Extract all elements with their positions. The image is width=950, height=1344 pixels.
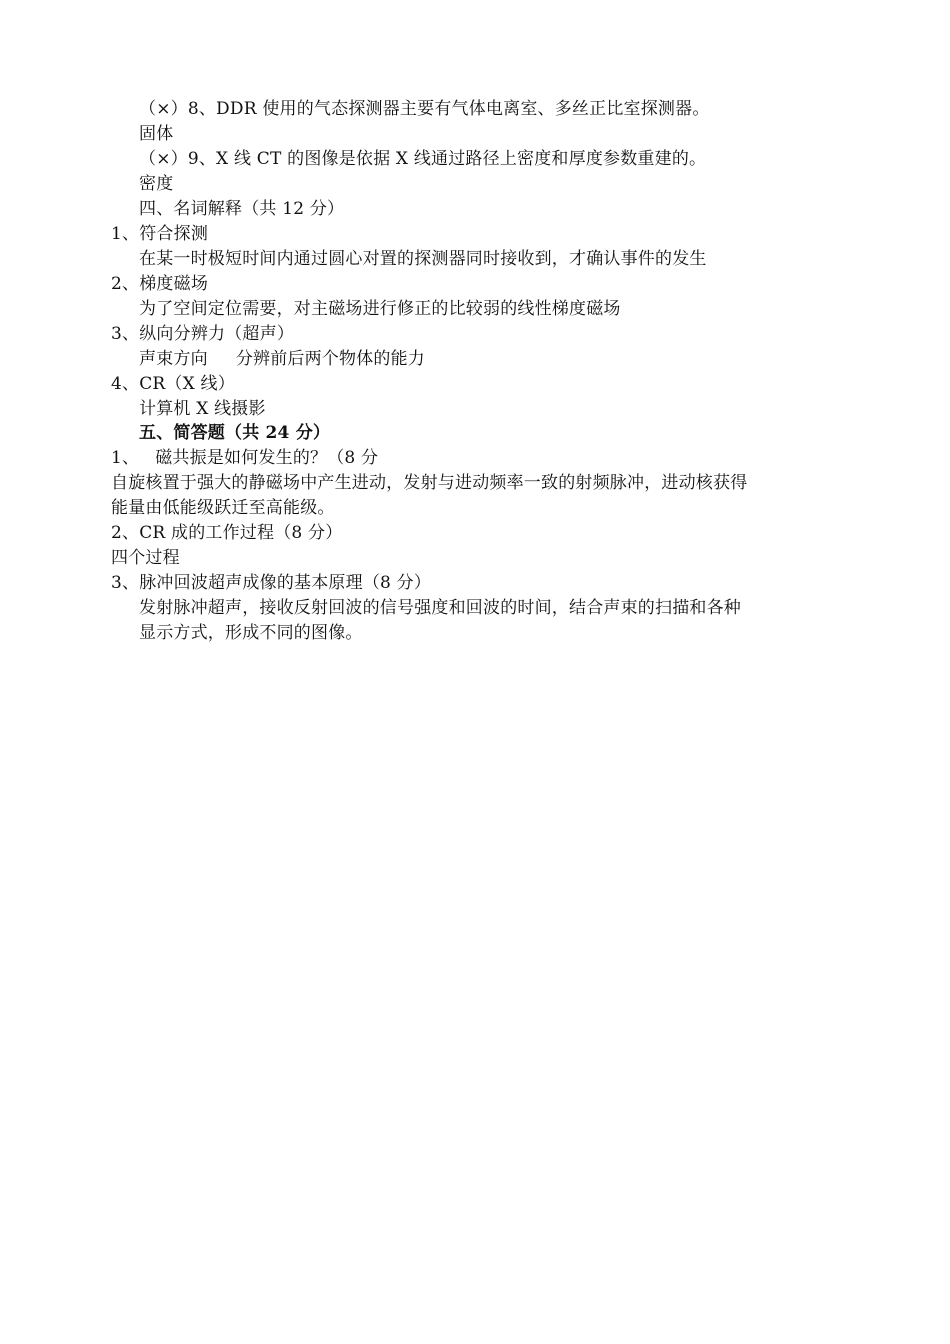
short-answer-1-text: 磁共振是如何发生的？（8 分	[155, 448, 379, 468]
short-answer-1-answer-line-1: 自旋核置于强大的静磁场中产生进动，发射与进动频率一致的射频脉冲，进动核获得	[111, 473, 748, 493]
short-answer-2-answer: 四个过程	[111, 548, 180, 568]
question-8-answer: 固体	[139, 124, 174, 144]
term-4-definition: 计算机 X 线摄影	[139, 399, 266, 419]
short-answer-2-question: 2、CR 成的工作过程（8 分）	[111, 523, 343, 543]
term-3-definition-part-1: 声束方向	[139, 349, 208, 369]
question-9-line: （×）9、X 线 CT 的图像是依据 X 线通过路径上密度和厚度参数重建的。	[139, 149, 707, 169]
term-3-title: 3、纵向分辨力（超声）	[111, 324, 295, 344]
section-4-heading: 四、名词解释（共 12 分）	[139, 199, 345, 219]
short-answer-3-question: 3、脉冲回波超声成像的基本原理（8 分）	[111, 573, 432, 593]
term-3-definition	[139, 347, 425, 371]
short-answer-3-answer-line-2: 显示方式，形成不同的图像。	[139, 623, 363, 643]
short-answer-1-answer-line-2: 能量由低能级跃迁至高能级。	[111, 498, 335, 518]
short-answer-3-answer-line-1: 发射脉冲超声，接收反射回波的信号强度和回波的时间，结合声束的扫描和各种	[139, 598, 741, 618]
term-1-title: 1、符合探测	[111, 224, 209, 244]
question-8-line: （×）8、DDR 使用的气态探测器主要有气体电离室、多丝正比室探测器。	[139, 99, 710, 119]
short-answer-1-number: 1、	[111, 448, 140, 468]
term-2-definition: 为了空间定位需要，对主磁场进行修正的比较弱的线性梯度磁场	[139, 299, 621, 319]
question-9-answer: 密度	[139, 174, 174, 194]
section-5-heading: 五、简答题（共 24 分）	[139, 423, 331, 443]
term-4-title: 4、CR（X 线）	[111, 374, 235, 394]
short-answer-1-question	[111, 446, 378, 470]
term-1-definition: 在某一时极短时间内通过圆心对置的探测器同时接收到，才确认事件的发生	[139, 249, 707, 269]
term-2-title: 2、梯度磁场	[111, 274, 209, 294]
term-3-definition-part-2: 分辨前后两个物体的能力	[235, 349, 426, 369]
